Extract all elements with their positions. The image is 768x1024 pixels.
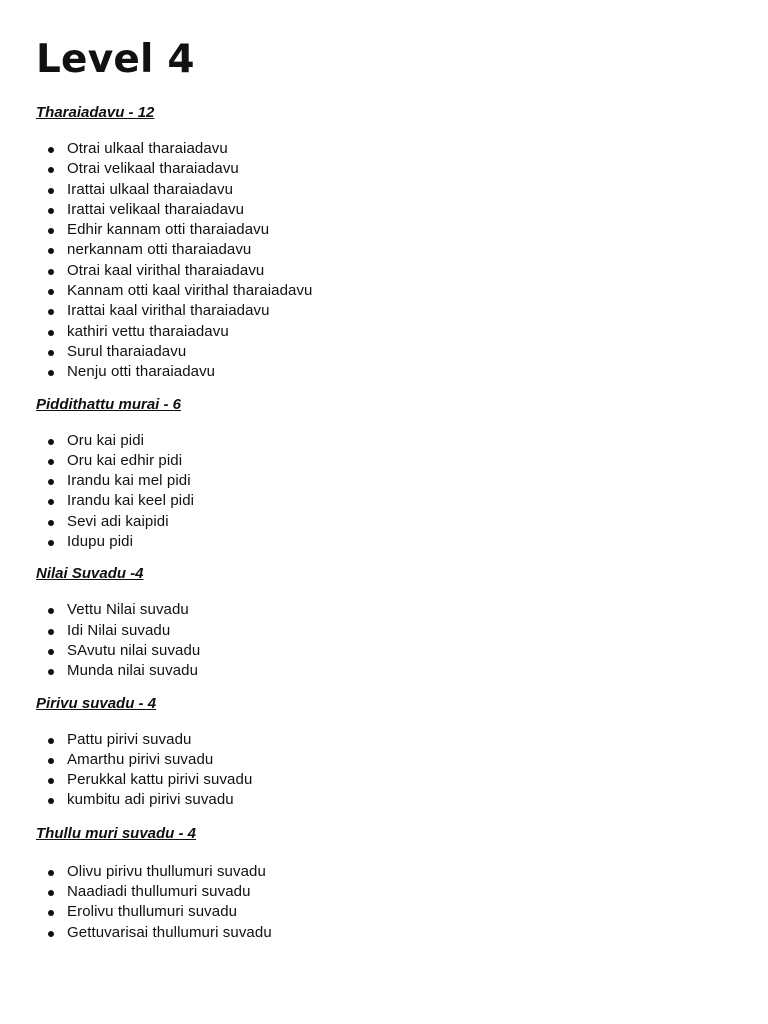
list-item-text: Munda nilai suvadu — [67, 662, 199, 680]
page-title: Level 4 — [36, 37, 195, 82]
list-item-text: Oru kai edhir pidi — [67, 451, 183, 469]
section-heading: Tharaiadavu - 12 — [36, 104, 155, 121]
bullet-icon — [48, 269, 54, 275]
list-item-text: nerkannam otti tharaiadavu — [67, 241, 252, 259]
section-heading: Nilai Suvadu -4 — [36, 565, 144, 583]
list-item-text: Nenju otti tharaiadavu — [67, 363, 216, 381]
bullet-icon — [48, 499, 54, 505]
bullet-icon — [48, 439, 54, 445]
list-item — [36, 159, 732, 179]
bullet-icon — [48, 870, 54, 876]
list-item — [36, 139, 732, 159]
list-item — [36, 322, 732, 342]
list-item — [36, 180, 732, 200]
bullet-list — [36, 431, 732, 553]
list-item — [36, 750, 732, 770]
list-item-text: Irandu kai mel pidi — [67, 472, 191, 490]
list-item-text: Vettu Nilai suvadu — [67, 601, 189, 619]
list-item — [36, 923, 732, 943]
list-item-text: kumbitu adi pirivi suvadu — [67, 791, 234, 809]
list-item-text: Erolivu thullumuri suvadu — [67, 903, 238, 921]
bullet-icon — [48, 147, 54, 153]
list-item — [36, 882, 732, 902]
list-item-text: Otrai velikaal tharaiadavu — [67, 160, 239, 178]
list-item-text: Irattai ulkaal tharaiadavu — [67, 180, 234, 198]
list-item — [36, 790, 732, 810]
list-item-text: Otrai kaal virithal tharaiadavu — [67, 261, 265, 279]
list-item — [36, 301, 732, 321]
list-item-text: Pattu pirivi suvadu — [67, 730, 192, 748]
bullet-icon — [48, 798, 54, 804]
bullet-icon — [48, 228, 54, 234]
list-item-text: Amarthu pirivi suvadu — [67, 750, 214, 768]
bullet-icon — [48, 167, 54, 173]
list-item — [36, 471, 732, 491]
list-item-text: Idupu pidi — [67, 533, 134, 551]
document-page — [36, 34, 732, 955]
section-heading: Piddithattu murai - 6 — [36, 395, 182, 413]
list-item-text: Perukkal kattu pirivi suvadu — [67, 771, 253, 789]
bullet-icon — [48, 248, 54, 254]
list-item — [36, 451, 732, 471]
bullet-icon — [48, 629, 54, 635]
list-item-text: Naadiadi thullumuri suvadu — [67, 883, 251, 901]
list-item — [36, 200, 732, 220]
bullet-icon — [48, 350, 54, 356]
section-tharaiadavu — [36, 103, 732, 383]
bullet-list — [36, 600, 732, 681]
list-item — [36, 220, 732, 240]
list-item-text: Irattai kaal virithal tharaiadavu — [67, 302, 270, 320]
bullet-icon — [48, 330, 54, 336]
section-heading: Thullu muri suvadu - 4 — [36, 824, 197, 842]
bullet-icon — [48, 778, 54, 784]
list-item-text: Surul tharaiadavu — [67, 342, 187, 360]
list-item-text: SAvutu nilai suvadu — [67, 641, 201, 659]
bullet-list — [36, 862, 732, 943]
list-item — [36, 770, 732, 790]
section-nilai-suvadu — [36, 564, 732, 681]
list-item — [36, 240, 732, 260]
list-item — [36, 261, 732, 281]
list-item-text: Gettuvarisai thullumuri suvadu — [67, 923, 272, 941]
list-item-text: Oru kai pidi — [67, 431, 145, 449]
bullet-icon — [48, 479, 54, 485]
list-item-text: kathiri vettu tharaiadavu — [67, 322, 229, 340]
list-item-text: Olivu pirivu thullumuri suvadu — [67, 862, 266, 880]
bullet-icon — [48, 188, 54, 194]
bullet-list — [36, 139, 732, 383]
bullet-icon — [48, 910, 54, 916]
list-item — [36, 342, 732, 362]
bullet-icon — [48, 459, 54, 465]
section-piddithattu-murai — [36, 395, 732, 553]
bullet-list — [36, 730, 732, 811]
list-item-text: Idi Nilai suvadu — [67, 621, 171, 639]
bullet-icon — [48, 649, 54, 655]
bullet-icon — [48, 890, 54, 896]
list-item-text: Kannam otti kaal virithal tharaiadavu — [67, 282, 313, 300]
bullet-icon — [48, 370, 54, 376]
list-item-text: Otrai ulkaal tharaiadavu — [67, 140, 228, 157]
list-item — [36, 491, 732, 511]
list-item-text: Sevi adi kaipidi — [67, 512, 169, 530]
list-item-text: Irandu kai keel pidi — [67, 492, 195, 510]
list-item — [36, 512, 732, 532]
bullet-icon — [48, 208, 54, 214]
list-item — [36, 600, 732, 620]
bullet-icon — [48, 758, 54, 764]
bullet-icon — [48, 608, 54, 614]
list-item — [36, 532, 732, 552]
list-item — [36, 621, 732, 641]
list-item — [36, 862, 732, 882]
list-item-text: Edhir kannam otti tharaiadavu — [67, 221, 270, 239]
bullet-icon — [48, 540, 54, 546]
list-item — [36, 362, 732, 382]
bullet-icon — [48, 520, 54, 526]
section-heading: Pirivu suvadu - 4 — [36, 694, 157, 712]
list-item — [36, 431, 732, 451]
section-thullu-muri-suvadu — [36, 824, 732, 943]
list-item — [36, 902, 732, 922]
list-item — [36, 281, 732, 301]
section-pirivu-suvadu — [36, 694, 732, 811]
bullet-icon — [48, 738, 54, 744]
list-item — [36, 641, 732, 661]
bullet-icon — [48, 931, 54, 937]
bullet-icon — [48, 669, 54, 675]
list-item — [36, 661, 732, 681]
bullet-icon — [48, 289, 54, 295]
list-item — [36, 730, 732, 750]
list-item-text: Irattai velikaal tharaiadavu — [67, 200, 245, 218]
bullet-icon — [48, 309, 54, 315]
